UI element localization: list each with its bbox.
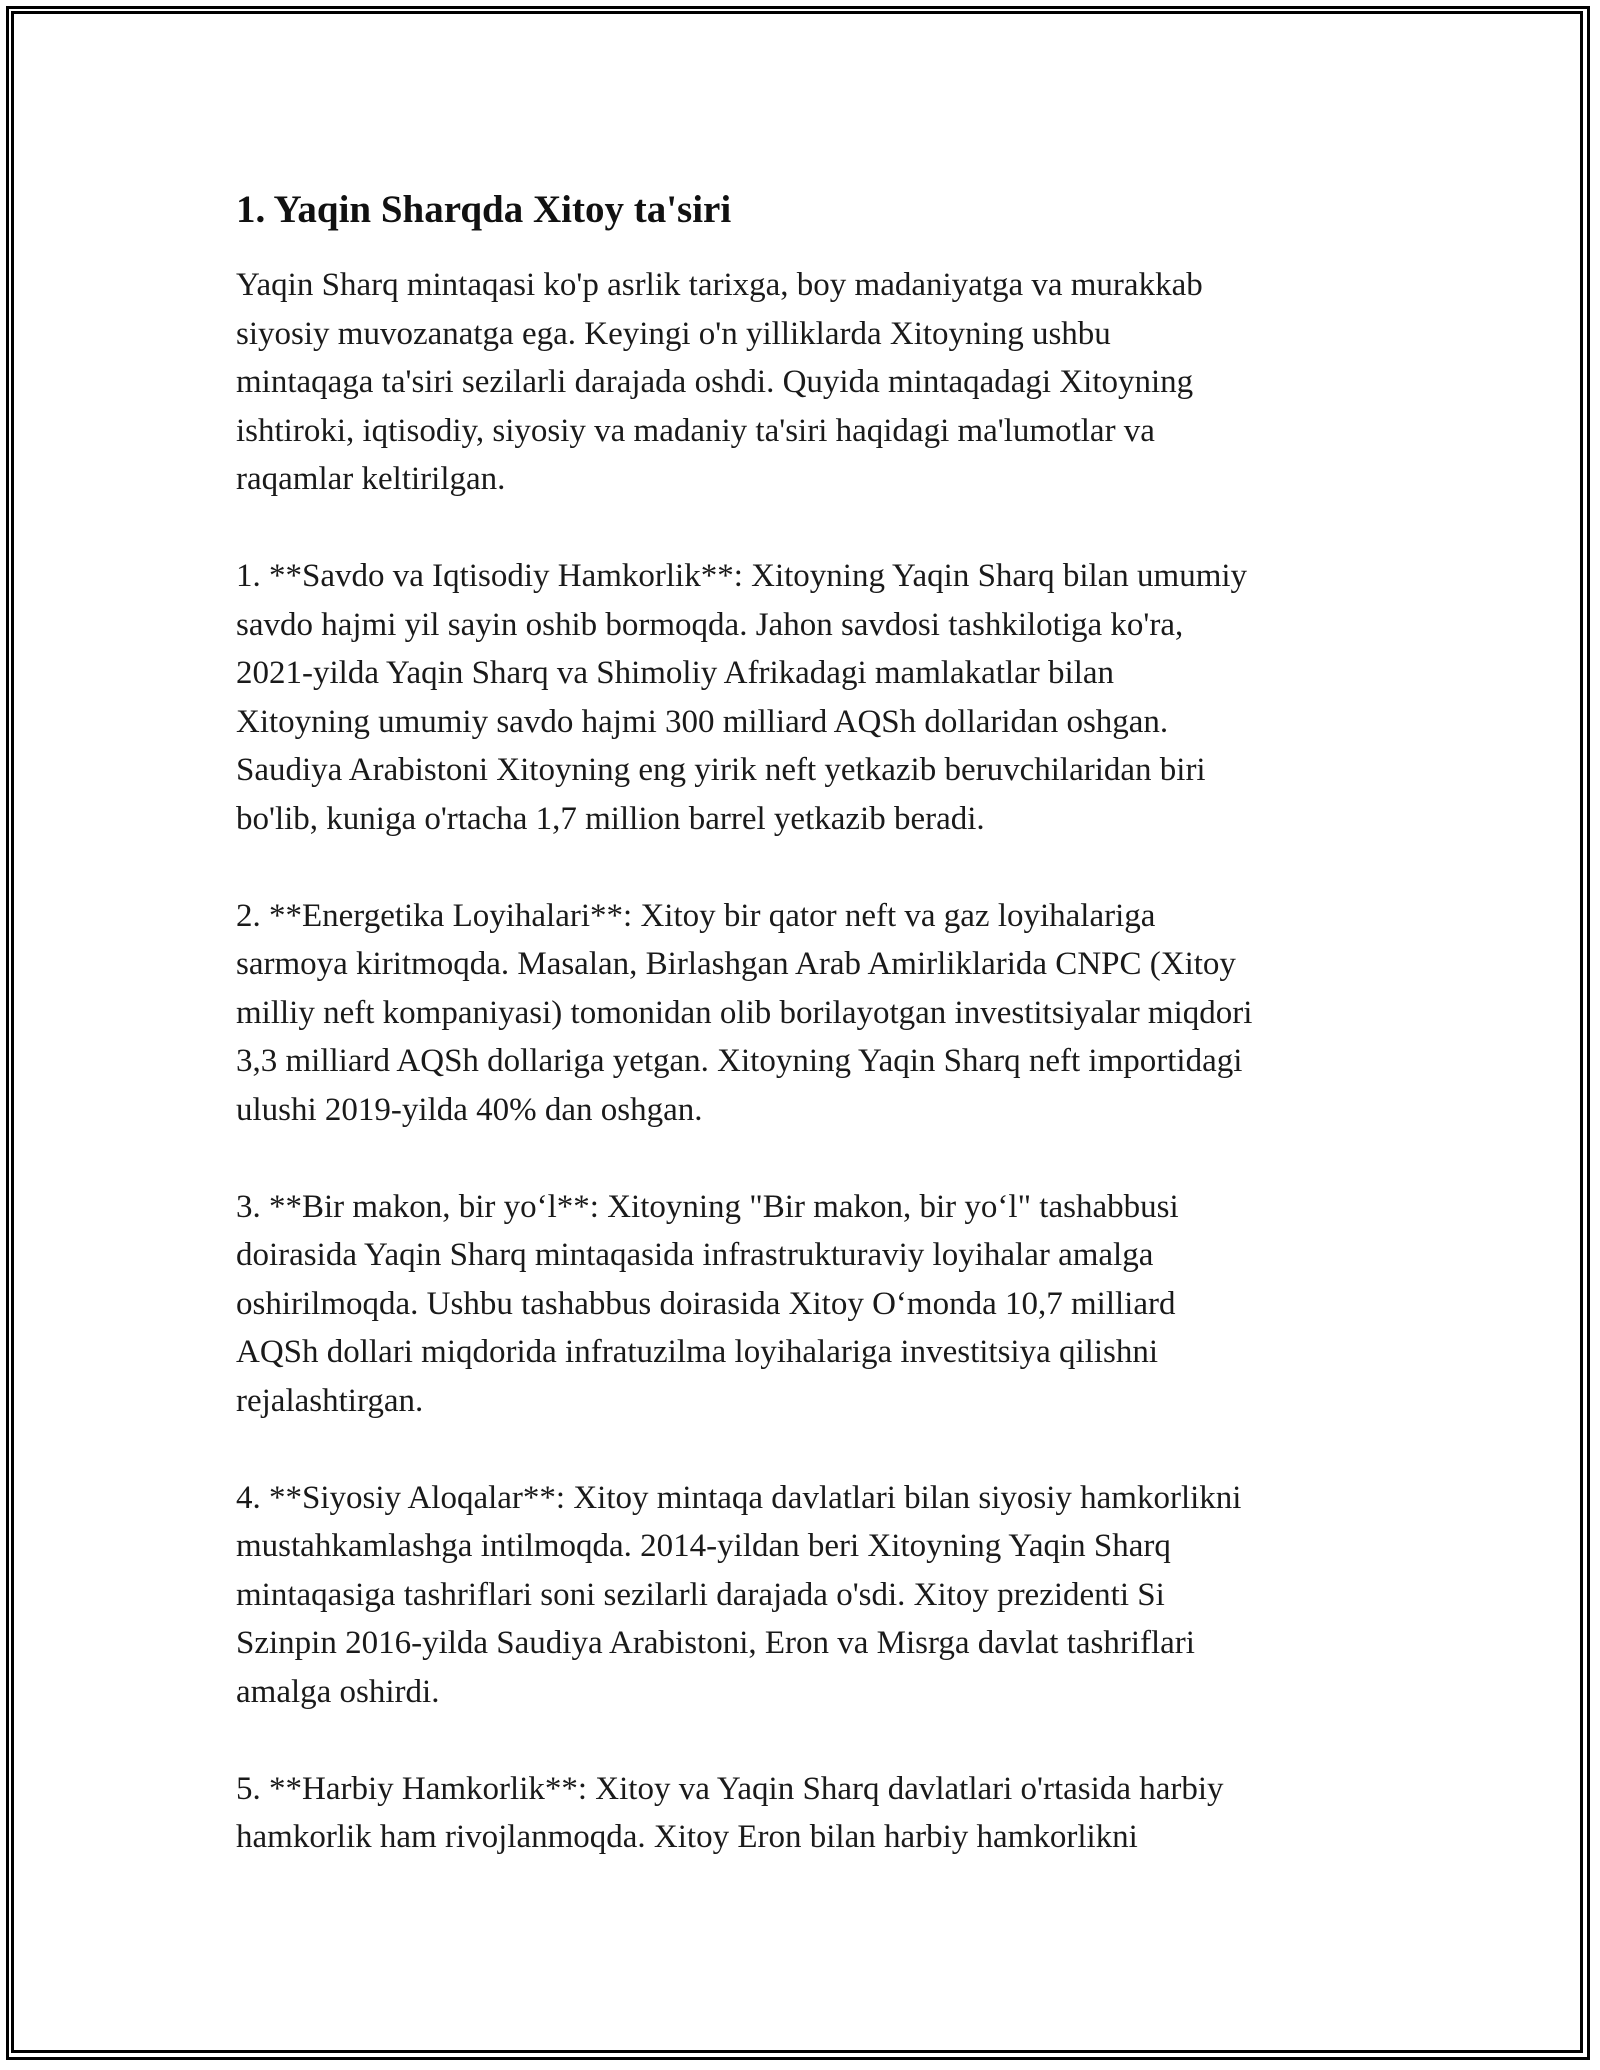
text-line: ulushi 2019-yilda 40% dan oshgan. xyxy=(236,1091,703,1128)
intro-paragraph xyxy=(236,261,1396,504)
paragraph-politics xyxy=(236,1474,1396,1717)
paragraph-military xyxy=(236,1765,1396,1862)
text-line: 3,3 milliard AQSh dollariga yetgan. Xitoyning Yaqin Sharq neft importidagi xyxy=(236,1043,1243,1079)
text-line: hamkorlik ham rivojlanmoqda. Xitoy Eron bilan harbiy hamkorlikni xyxy=(236,1819,1138,1855)
paragraph-energy xyxy=(236,892,1396,1135)
text-line: 5. **Harbiy Hamkorlik**: Xitoy va Yaqin Sharq davlatlari o'rtasida harbiy xyxy=(236,1770,1224,1807)
text-line: mintaqasiga tashriflari soni sezilarli darajada o'sdi. Xitoy prezidenti Si xyxy=(236,1576,1165,1613)
text-line: bo'lib, kuniga o'rtacha 1,7 million barrel yetkazib beradi. xyxy=(236,800,985,837)
text-line: mustahkamlashga intilmoqda. 2014-yildan beri Xitoyning Yaqin Sharq xyxy=(236,1528,1171,1564)
text-line: Saudiya Arabistoni Xitoyning eng yirik neft yetkazib beruvchilaridan biri xyxy=(236,752,1206,788)
paragraph-trade xyxy=(236,552,1396,843)
text-line: oshirilmoqda. Ushbu tashabbus doirasida Xitoy O‘monda 10,7 milliard xyxy=(236,1285,1176,1322)
document-body xyxy=(236,186,1396,1910)
text-line: savdo hajmi yil sayin oshib bormoqda. Jahon savdosi tashkilotiga ko'ra, xyxy=(236,606,1184,643)
text-line: Yaqin Sharq mintaqasi ko'p asrlik tarixga, boy madaniyatga va murakkab xyxy=(236,267,1203,303)
text-line: Szinpin 2016-yilda Saudiya Arabistoni, Eron va Misrga davlat tashriflari xyxy=(236,1625,1195,1661)
text-line: siyosiy muvozanatga ega. Keyingi o'n yilliklarda Xitoyning ushbu xyxy=(236,315,1111,352)
text-line: ishtiroki, iqtisodiy, siyosiy va madaniy ta'siri haqidagi ma'lumotlar va xyxy=(236,412,1155,449)
paragraph-belt-road xyxy=(236,1183,1396,1426)
text-line: 2021-yilda Yaqin Sharq va Shimoliy Afrikadagi mamlakatlar bilan xyxy=(236,655,1115,691)
text-line: doirasida Yaqin Sharq mintaqasida infrastrukturaviy loyihalar amalga xyxy=(236,1237,1154,1273)
text-line: rejalashtirgan. xyxy=(236,1382,424,1419)
text-line: amalga oshirdi. xyxy=(236,1673,440,1710)
text-line: 4. **Siyosiy Aloqalar**: Xitoy mintaqa davlatlari bilan siyosiy hamkorlikni xyxy=(236,1479,1242,1516)
document-title: 1. Yaqin Sharqda Xitoy ta'siri xyxy=(236,188,732,231)
text-line: sarmoya kiritmoqda. Masalan, Birlashgan Arab Amirliklarida CNPC (Xitoy xyxy=(236,946,1236,982)
text-line: AQSh dollari miqdorida infratuzilma loyihalariga investitsiya qilishni xyxy=(236,1334,1159,1370)
text-line: milliy neft kompaniyasi) tomonidan olib borilayotgan investitsiyalar miqdori xyxy=(236,994,1253,1031)
text-line: 1. **Savdo va Iqtisodiy Hamkorlik**: Xitoyning Yaqin Sharq bilan umumiy xyxy=(236,558,1248,594)
text-line: 2. **Energetika Loyihalari**: Xitoy bir qator neft va gaz loyihalariga xyxy=(236,897,1156,934)
text-line: raqamlar keltirilgan. xyxy=(236,461,506,497)
text-line: Xitoyning umumiy savdo hajmi 300 milliard AQSh dollaridan oshgan. xyxy=(236,703,1169,740)
text-line: 3. **Bir makon, bir yo‘l**: Xitoyning "Bir makon, bir yo‘l" tashabbusi xyxy=(236,1188,1179,1225)
text-line: mintaqaga ta'siri sezilarli darajada oshdi. Quyida mintaqadagi Xitoyning xyxy=(236,364,1194,400)
